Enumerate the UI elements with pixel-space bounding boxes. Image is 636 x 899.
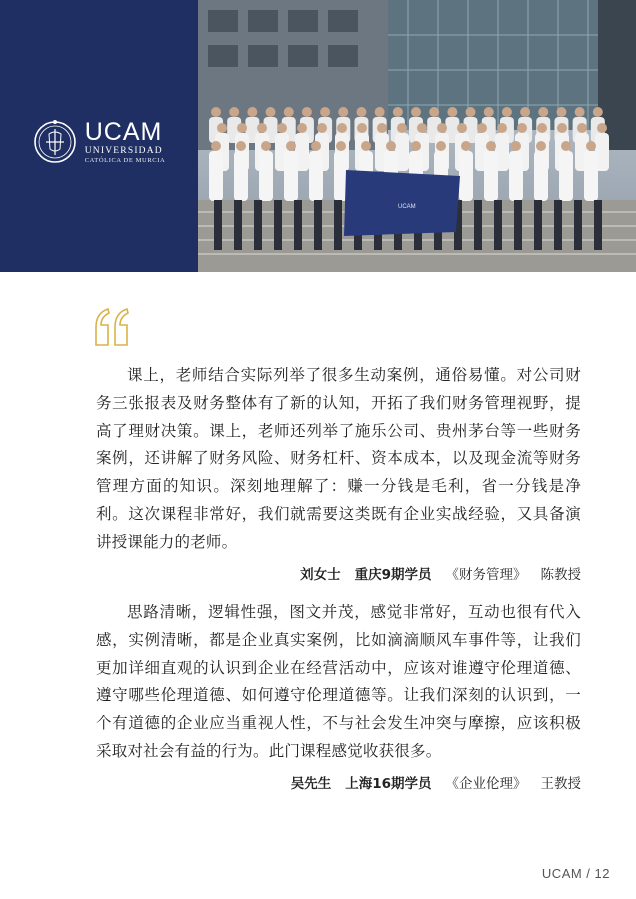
brand-subtitle-secondary: CATÓLICA DE MURCIA — [84, 157, 166, 165]
author-name: 吴先生 — [290, 775, 332, 792]
university-crest-icon — [33, 116, 77, 168]
course-name: 《企业伦理》 — [445, 775, 527, 792]
flag-label: UCAM — [398, 204, 416, 210]
author-cohort: 重庆9期学员 — [354, 566, 432, 583]
author-name: 刘女士 — [300, 566, 341, 583]
brand-name: UCAM — [84, 117, 163, 146]
page-number: UCAM / 12 — [541, 866, 610, 881]
quote-mark-icon — [90, 305, 134, 349]
header-band — [0, 0, 636, 272]
teacher-name: 陈教授 — [540, 566, 581, 583]
testimonial-attribution — [96, 772, 581, 792]
testimonial-2 — [96, 599, 581, 792]
testimonial-attribution — [96, 563, 581, 583]
group-photo — [198, 0, 636, 272]
brand-subtitle: UNIVERSIDAD — [84, 146, 163, 157]
author-cohort: 上海16期学员 — [345, 775, 432, 792]
testimonial-body: 课上，老师结合实际列举了很多生动案例，通俗易懂。对公司财务三张报表及财务整体有了新的认知，开拓了我们财务管理视野，提高了理财决策。课上，老师还列举了施乐公司、贵州茅台等一些财务案例，还讲解了财务风险、财务杠杆、资本成本，以及现金流等财务管理方面的知识。深刻地理解了：赚一分钱是毛利，省一分钱是净利。这次课程非常好，我们就需要这类既有企业实战经验，又具备演讲授课能力的老师。 — [96, 366, 581, 551]
brand-panel — [0, 0, 198, 272]
testimonial-1 — [96, 362, 581, 583]
course-name: 《财务管理》 — [445, 566, 527, 583]
testimonial-body: 思路清晰，逻辑性强，图文并茂，感觉非常好，互动也很有代入感，实例清晰，都是企业真实案例，比如滴滴顺风车事件等，让我们更加详细直观的认识到企业在经营活动中，应该对谁遵守伦理道德、遵守哪些伦理道德、如何遵守伦理道德等。让我们深刻的认识到，一个有道德的企业应当重视人性，不与社会发生冲突与摩擦，应该积极采取对社会有益的行为。此门课程感觉收获很多。 — [96, 603, 581, 760]
teacher-name: 王教授 — [540, 775, 581, 792]
ucam-logo — [33, 116, 166, 168]
